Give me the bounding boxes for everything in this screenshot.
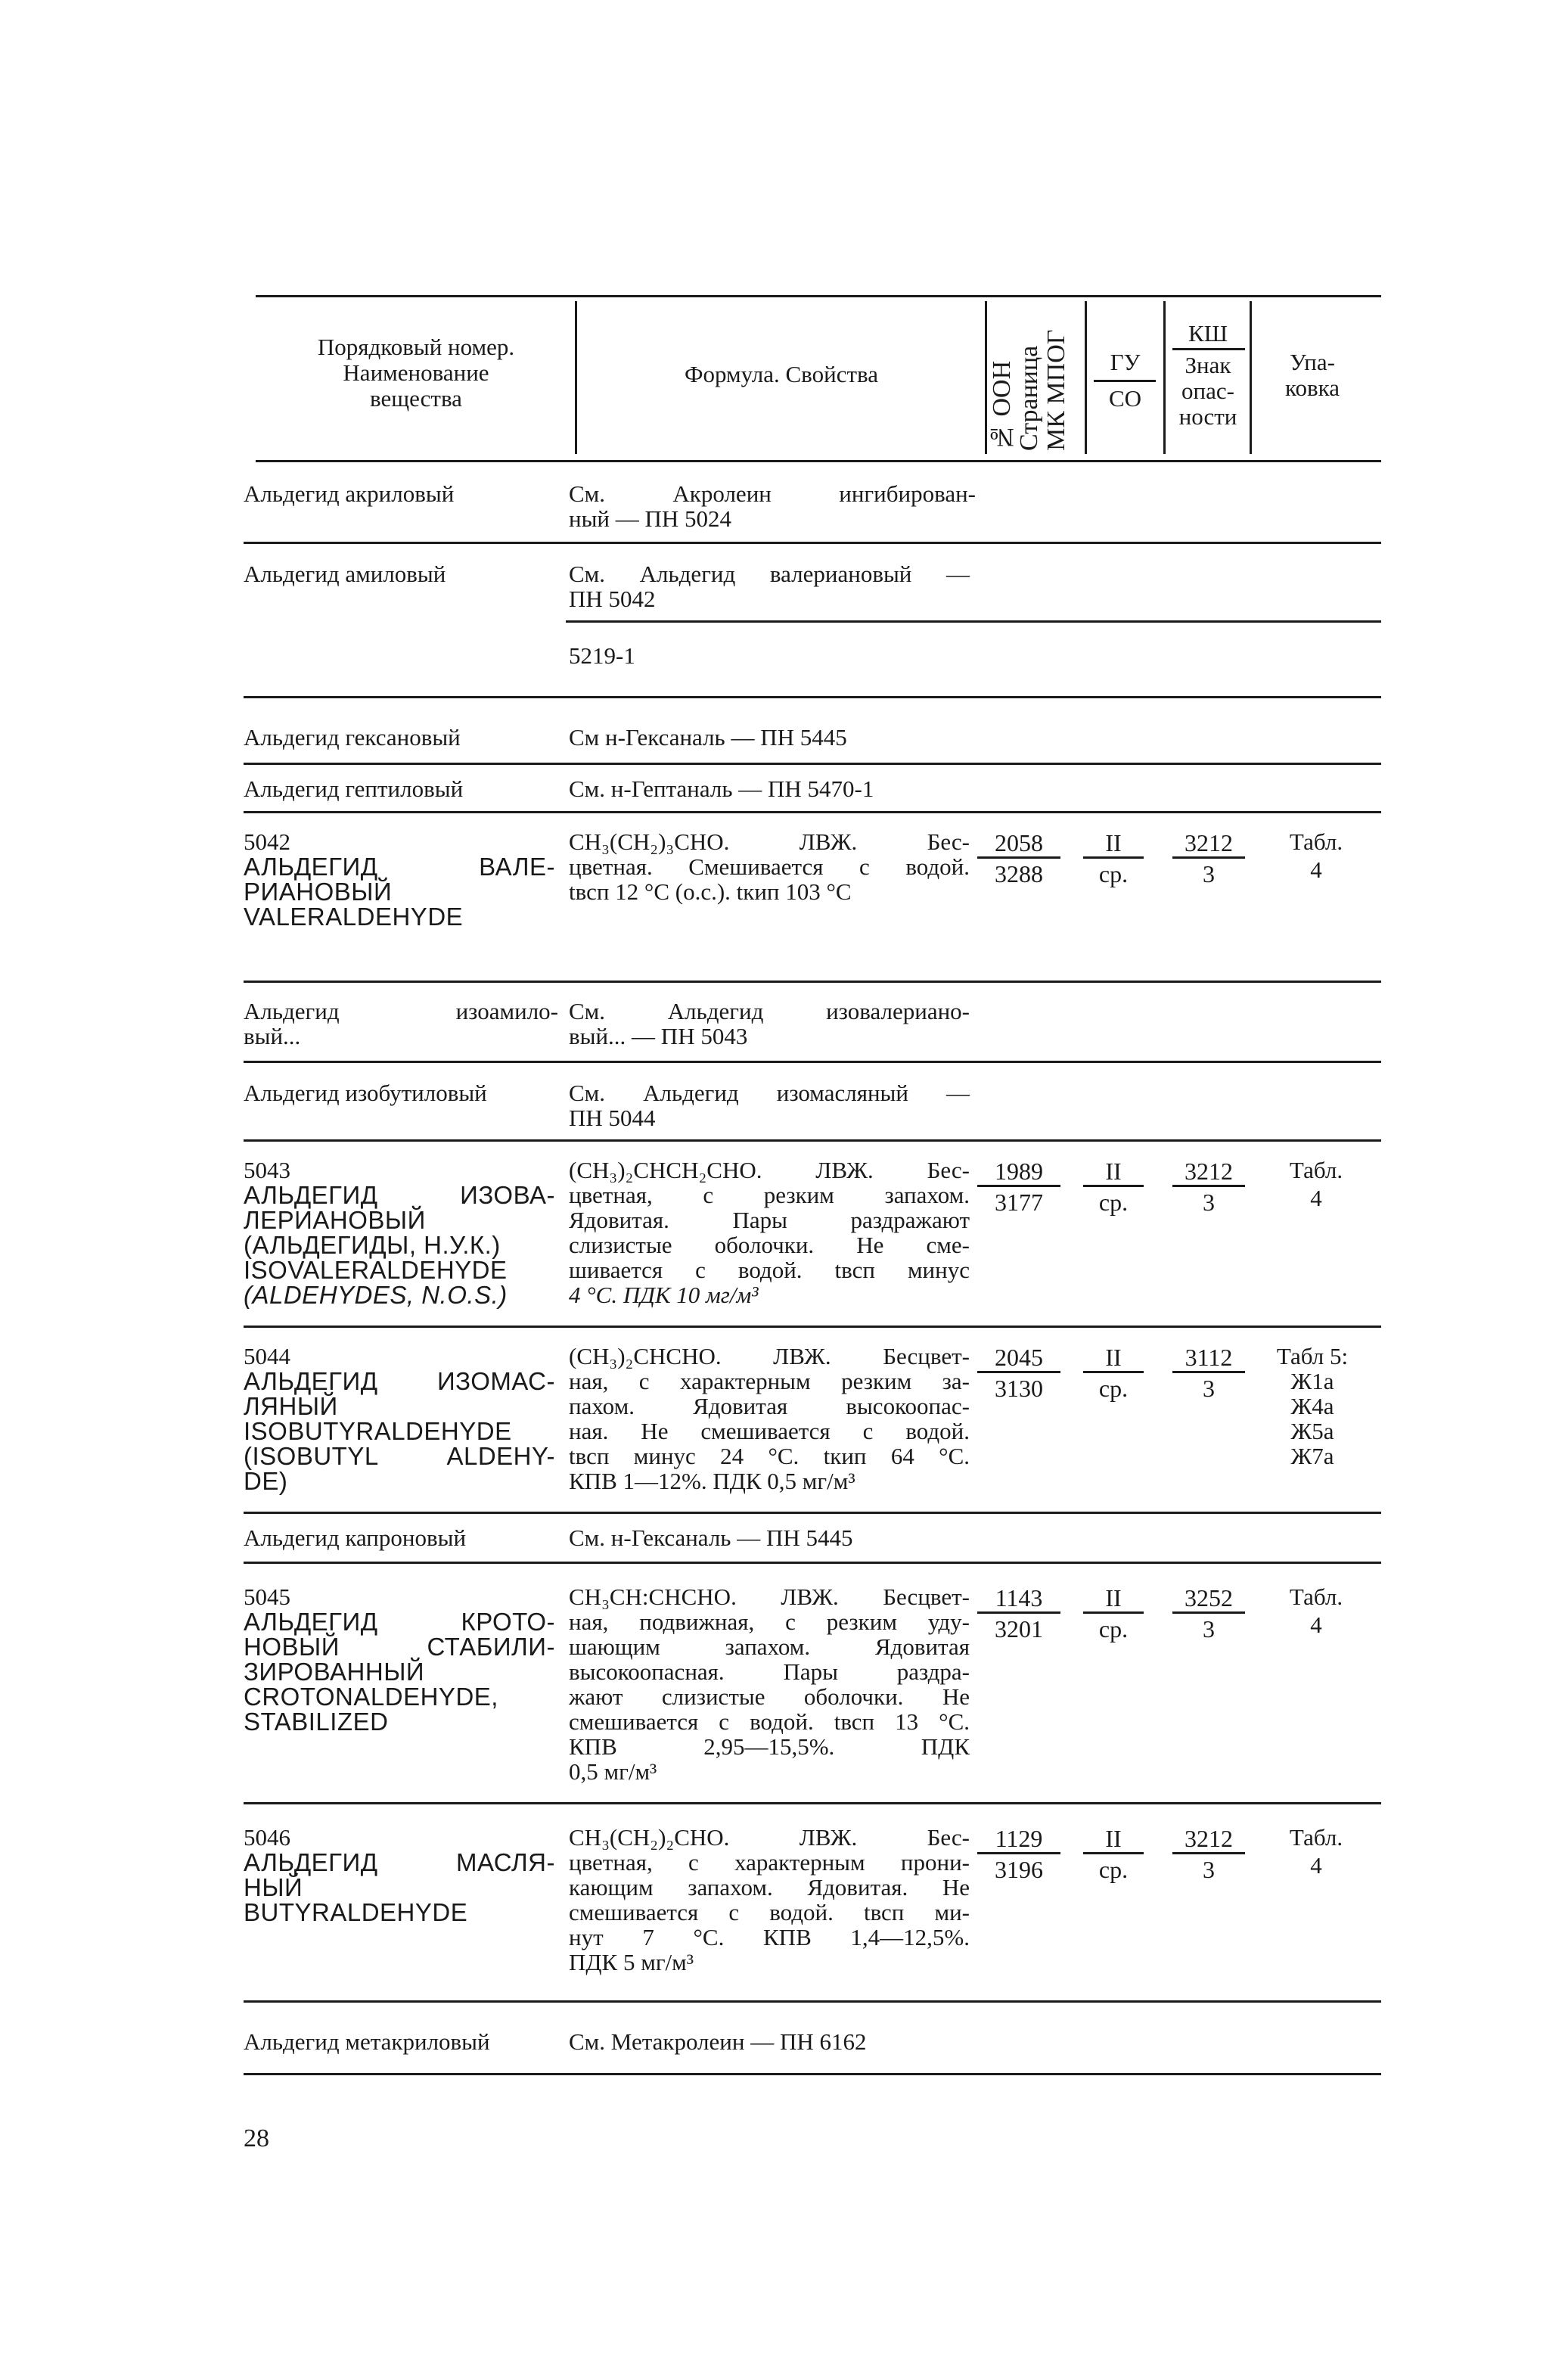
packaging: Табл. 4 bbox=[1289, 1824, 1343, 1879]
row-name: Альдегид изобутиловый bbox=[244, 1080, 487, 1106]
row-name: Альдегид изоамило- вый... bbox=[244, 998, 558, 1049]
page-number: 28 bbox=[244, 2124, 269, 2152]
row-rule bbox=[244, 1802, 1381, 1804]
packaging: Табл. 4 bbox=[1289, 1583, 1343, 1638]
entry-properties: CH₃(CH₂)₂CHO. ЛВЖ. Бес- цветная, с характерным прони- кающим запахом. Ядовитая. Не смешивается с водой. tвсп ми- нут 7 °С. КПВ 1,4—12,5%. ПДК 5 мг/м³ bbox=[569, 1824, 970, 1975]
entry-name: 5042 АЛЬДЕГИД ВАЛЕ- РИАНОВЫЙ VALERALDEHYDE bbox=[244, 828, 555, 931]
header-gu-rule bbox=[1094, 380, 1156, 382]
row-rule bbox=[244, 2073, 1381, 2075]
row-rule bbox=[566, 620, 1381, 623]
row-text: См. Акролеин ингибирован- ный — ПН 5024 bbox=[569, 480, 976, 532]
un-page-fraction: $\frac{1989}{3177}$ bbox=[977, 1158, 1060, 1217]
un-page-fraction: $\frac{2045}{3130}$ bbox=[977, 1344, 1060, 1403]
un-page-fraction: $\frac{2058}{3288}$ bbox=[977, 829, 1060, 889]
ksh-sign-fraction: $\frac{3212}{3}$ bbox=[1172, 1825, 1245, 1885]
header-top-rule bbox=[256, 295, 1381, 297]
ksh-sign-fraction: $\frac{3252}{3}$ bbox=[1172, 1584, 1245, 1644]
row-text: См. н-Гептаналь — ПН 5470-1 bbox=[569, 775, 874, 802]
row-name: Альдегид акриловый bbox=[244, 480, 455, 507]
row-rule bbox=[244, 1512, 1381, 1514]
row-rule bbox=[244, 981, 1381, 983]
row-rule bbox=[244, 1562, 1381, 1564]
un-page-fraction: $\frac{1129}{3196}$ bbox=[977, 1825, 1060, 1885]
gu-co-fraction: II ср. bbox=[1083, 1344, 1144, 1403]
entry-properties: CH₃CH:CHCHO. ЛВЖ. Бесцвет- ная, подвижная, с резким уду- шающим запахом. Ядовитая высокоопасная. Пары раздра- жают слизистые оболочки. Не смешивается с водой. tвсп 13 °С. КПВ 2,95—15,5%. ПДК 0,5 мг/м³ bbox=[569, 1583, 970, 1785]
gu-co-fraction: II ср. bbox=[1083, 1158, 1144, 1217]
row-rule bbox=[244, 1061, 1381, 1063]
header-divider bbox=[575, 301, 577, 454]
row-rule bbox=[244, 696, 1381, 698]
row-name: Альдегид гептиловый bbox=[244, 775, 464, 802]
row-rule bbox=[244, 542, 1381, 544]
header-name-column: Порядковый номер. Наименование вещества bbox=[317, 334, 515, 412]
gu-co-fraction: II ср. bbox=[1083, 1584, 1144, 1644]
packaging: Табл. 4 bbox=[1289, 1157, 1343, 1211]
row-text: См. Альдегид валериановый — ПН 5042 bbox=[569, 561, 970, 612]
header-un-number: № ООН bbox=[988, 360, 1016, 451]
entry-properties: (CH₃)₂CHCHO. ЛВЖ. Бесцвет- ная, с характерным резким за- пахом. Ядовитая высокоопас- ная. Не смешивается с водой. tвсп минус 24 °С. tкип 64 °С. КПВ 1—12%. ПДК 0,5 мг/м³ bbox=[569, 1343, 970, 1494]
header-divider bbox=[1163, 301, 1166, 454]
ksh-sign-fraction: $\frac{3212}{3}$ bbox=[1172, 1158, 1245, 1217]
row-text: См н-Гексаналь — ПН 5445 bbox=[569, 724, 847, 751]
row-text: См. н-Гексаналь — ПН 5445 bbox=[569, 1524, 853, 1551]
header-divider bbox=[1085, 301, 1087, 454]
row-rule bbox=[244, 811, 1381, 813]
header-formula-column: Формула. Свойства bbox=[685, 361, 878, 387]
row-name: Альдегид амиловый bbox=[244, 561, 446, 587]
row-text: См. Альдегид изовалериано- вый... — ПН 5043 bbox=[569, 998, 970, 1049]
header-page: Страница bbox=[1015, 345, 1043, 451]
header-bottom-rule bbox=[256, 460, 1381, 462]
ksh-sign-fraction: $\frac{3212}{3}$ bbox=[1172, 829, 1245, 889]
row-rule bbox=[244, 1326, 1381, 1328]
entry-properties: (CH₃)₂CHCH₂CHO. ЛВЖ. Бес- цветная, с резким запахом. Ядовитая. Пары раздражают слизистые оболочки. Не сме- шивается с водой. tвсп минус 4 °С. ПДК 10 мг/м³ bbox=[569, 1157, 970, 1308]
row-name: Альдегид метакриловый bbox=[244, 2028, 490, 2055]
row-rule bbox=[244, 763, 1381, 765]
header-gu: ГУ bbox=[1110, 349, 1141, 375]
header-divider bbox=[985, 301, 987, 454]
row-name: Альдегид гексановый bbox=[244, 724, 461, 751]
gu-co-fraction: II ср. bbox=[1083, 829, 1144, 889]
row-rule bbox=[244, 2000, 1381, 2003]
header-divider bbox=[1250, 301, 1252, 454]
gu-co-fraction: II ср. bbox=[1083, 1825, 1144, 1885]
un-page-fraction: $\frac{1143}{3201}$ bbox=[977, 1584, 1060, 1644]
header-ksh: КШ bbox=[1188, 320, 1228, 347]
ksh-sign-fraction: $\frac{3112}{3}$ bbox=[1172, 1344, 1245, 1403]
entry-name: 5043 АЛЬДЕГИД ИЗОВА- ЛЕРИАНОВЫЙ (АЛЬДЕГИДЫ, Н.У.К.) ISOVALERALDEHYDE (ALDEHYDES, N.O.S.) bbox=[244, 1157, 555, 1309]
entry-name: 5046 АЛЬДЕГИД МАСЛЯ- НЫЙ BUTYRALDEHYDE bbox=[244, 1824, 555, 1926]
row-rule bbox=[244, 1139, 1381, 1142]
header-packaging: Упа- ковка bbox=[1285, 349, 1340, 401]
header-mk-mpog: МК МПОГ bbox=[1042, 329, 1070, 451]
row-name: Альдегид капроновый bbox=[244, 1524, 467, 1551]
header-co: СО bbox=[1108, 385, 1142, 412]
row-text: 5219-1 bbox=[569, 642, 635, 669]
entry-name: 5044 АЛЬДЕГИД ИЗОМАС- ЛЯНЫЙ ISOBUTYRALDEHYDE (ISOBUTYL ALDEHY- DE) bbox=[244, 1343, 555, 1495]
entry-properties: CH₃(CH₂)₃CHO. ЛВЖ. Бес- цветная. Смешивается с водой. tвсп 12 °С (о.с.). tкип 103 °С bbox=[569, 828, 970, 905]
packaging: Табл. 4 bbox=[1289, 828, 1343, 883]
row-text: См. Альдегид изомасляный — ПН 5044 bbox=[569, 1080, 970, 1131]
header-ksh-rule bbox=[1172, 348, 1245, 350]
row-text: См. Метакролеин — ПН 6162 bbox=[569, 2028, 867, 2055]
packaging: Табл 5: Ж1а Ж4а Ж5а Ж7а bbox=[1276, 1343, 1349, 1469]
entry-name: 5045 АЛЬДЕГИД КРОТО- НОВЫЙ СТАБИЛИ- ЗИРОВАННЫЙ CROTONALDEHYDE, STABILIZED bbox=[244, 1583, 555, 1736]
header-danger-sign: Знак опас- ности bbox=[1178, 352, 1237, 430]
